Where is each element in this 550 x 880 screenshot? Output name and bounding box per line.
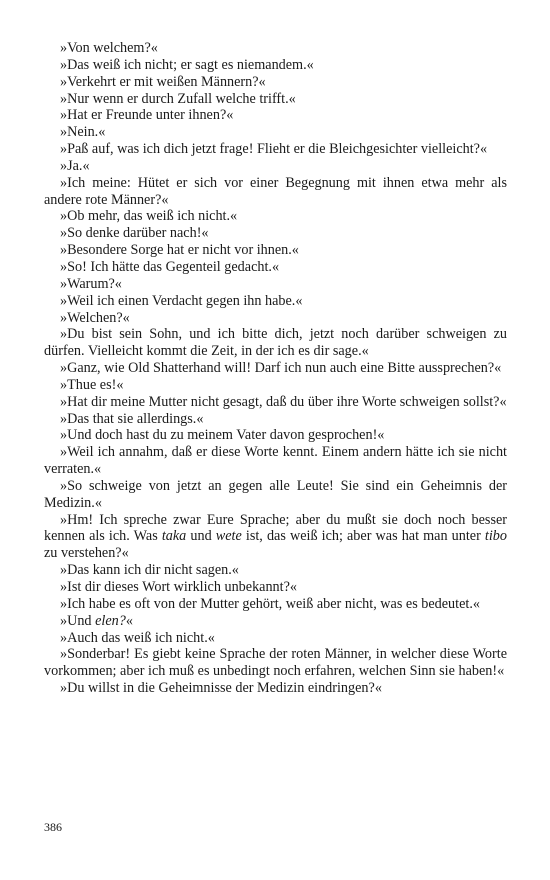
text-run: »Und doch hast du zu meinem Vater davon gesprochen!« [60, 427, 385, 444]
text-run: »Sonderbar! Es giebt keine Sprache der roten Männer, in welcher diese Worte vorkommen; aber ich muß es unbedingt noch erfahren, welchen Sinn sie haben!« [44, 646, 507, 680]
text-run: »Ganz, wie Old Shatterhand will! Darf ich nun auch eine Bitte aussprechen?« [60, 360, 502, 377]
italic-word: tibo [484, 528, 507, 545]
paragraph [44, 124, 507, 141]
text-run: »So! Ich hätte das Gegenteil gedacht.« [60, 258, 280, 275]
paragraph [44, 680, 507, 697]
text-run: »Das weiß ich nicht; er sagt es niemandem.« [60, 56, 314, 73]
text-run: »Nein.« [60, 124, 106, 141]
paragraph [44, 411, 507, 428]
paragraph [44, 562, 507, 579]
text-run: »Nur wenn er durch Zufall welche trifft.« [60, 90, 296, 107]
paragraph [44, 259, 507, 276]
text-run: »Hat dir meine Mutter nicht gesagt, daß du über ihre Worte schweigen sollst?« [60, 393, 507, 410]
text-run: »Besondere Sorge hat er nicht vor ihnen.« [60, 242, 299, 259]
paragraph [44, 613, 507, 630]
body-text [44, 40, 507, 697]
text-run: »Paß auf, was ich dich jetzt frage! Flieht er die Bleichgesichter vielleicht?« [60, 141, 488, 158]
text-run: »Hat er Freunde unter ihnen?« [60, 107, 234, 124]
text-run: »Weil ich einen Verdacht gegen ihn habe.« [60, 292, 303, 309]
text-run: »Ist dir dieses Wort wirklich unbekannt?« [60, 579, 297, 595]
paragraph [44, 512, 507, 563]
text-run: »Ich habe es oft von der Mutter gehört, weiß aber nicht, was es bedeutet.« [60, 595, 480, 612]
text-run: »Von welchem?« [60, 40, 158, 56]
paragraph [44, 242, 507, 259]
paragraph [44, 394, 507, 411]
paragraph [44, 91, 507, 108]
paragraph [44, 141, 507, 158]
paragraph [44, 630, 507, 647]
text-run: »Auch das weiß ich nicht.« [60, 629, 215, 646]
text-run: « [125, 612, 133, 629]
paragraph [44, 427, 507, 444]
italic-word: elen? [95, 612, 126, 629]
text-run: »Ich meine: Hütet er sich vor einer Begegnung mit ihnen etwa mehr als andere rote Männer?« [44, 174, 507, 208]
text-run: »Du willst in die Geheimnisse der Medizin eindringen?« [60, 680, 382, 697]
paragraph [44, 208, 507, 225]
text-run: »So denke darüber nach!« [60, 225, 209, 242]
text-run: »Ob mehr, das weiß ich nicht.« [60, 208, 238, 225]
text-run: »Und [60, 612, 96, 629]
text-run: »Ja.« [60, 157, 90, 174]
text-run: »Verkehrt er mit weißen Männern?« [60, 73, 266, 90]
paragraph [44, 377, 507, 394]
text-run: ist, das weiß ich; aber was hat man unter [241, 528, 485, 545]
paragraph [44, 74, 507, 91]
paragraph [44, 158, 507, 175]
text-run: »Das that sie allerdings.« [60, 410, 204, 427]
text-run: »Das kann ich dir nicht sagen.« [60, 562, 239, 579]
paragraph [44, 293, 507, 310]
text-run: »Thue es!« [60, 376, 124, 393]
text-run: »Welchen?« [60, 309, 130, 326]
text-run: »Warum?« [60, 275, 122, 292]
text-run: »Weil ich annahm, daß er diese Worte kennt. Einem andern hätte ich sie nicht verraten.« [44, 444, 507, 478]
paragraph [44, 40, 507, 57]
paragraph [44, 107, 507, 124]
paragraph [44, 57, 507, 74]
text-run: »Du bist sein Sohn, und ich bitte dich, jetzt noch darüber schweigen zu dürfen. Vielleicht kommt die Zeit, in der ich es dir sage.« [44, 326, 507, 360]
paragraph [44, 225, 507, 242]
italic-word: wete [215, 528, 242, 545]
text-run: »So schweige von jetzt an gegen alle Leute! Sie sind ein Geheimnis der Medizin.« [44, 477, 507, 511]
paragraph [44, 596, 507, 613]
paragraph [44, 276, 507, 293]
paragraph [44, 360, 507, 377]
paragraph [44, 646, 507, 680]
italic-word: taka [161, 528, 187, 545]
page-number: 386 [44, 820, 62, 834]
text-run: »Hm! Ich spreche zwar Eure Sprache; aber du mußt sie doch noch besser kennen als ich. Was [44, 511, 507, 545]
text-run: und [186, 528, 216, 545]
paragraph [44, 579, 507, 596]
paragraph [44, 444, 507, 478]
paragraph [44, 175, 507, 209]
paragraph [44, 326, 507, 360]
paragraph [44, 310, 507, 327]
text-run: zu verstehen?« [44, 545, 129, 562]
paragraph [44, 478, 507, 512]
